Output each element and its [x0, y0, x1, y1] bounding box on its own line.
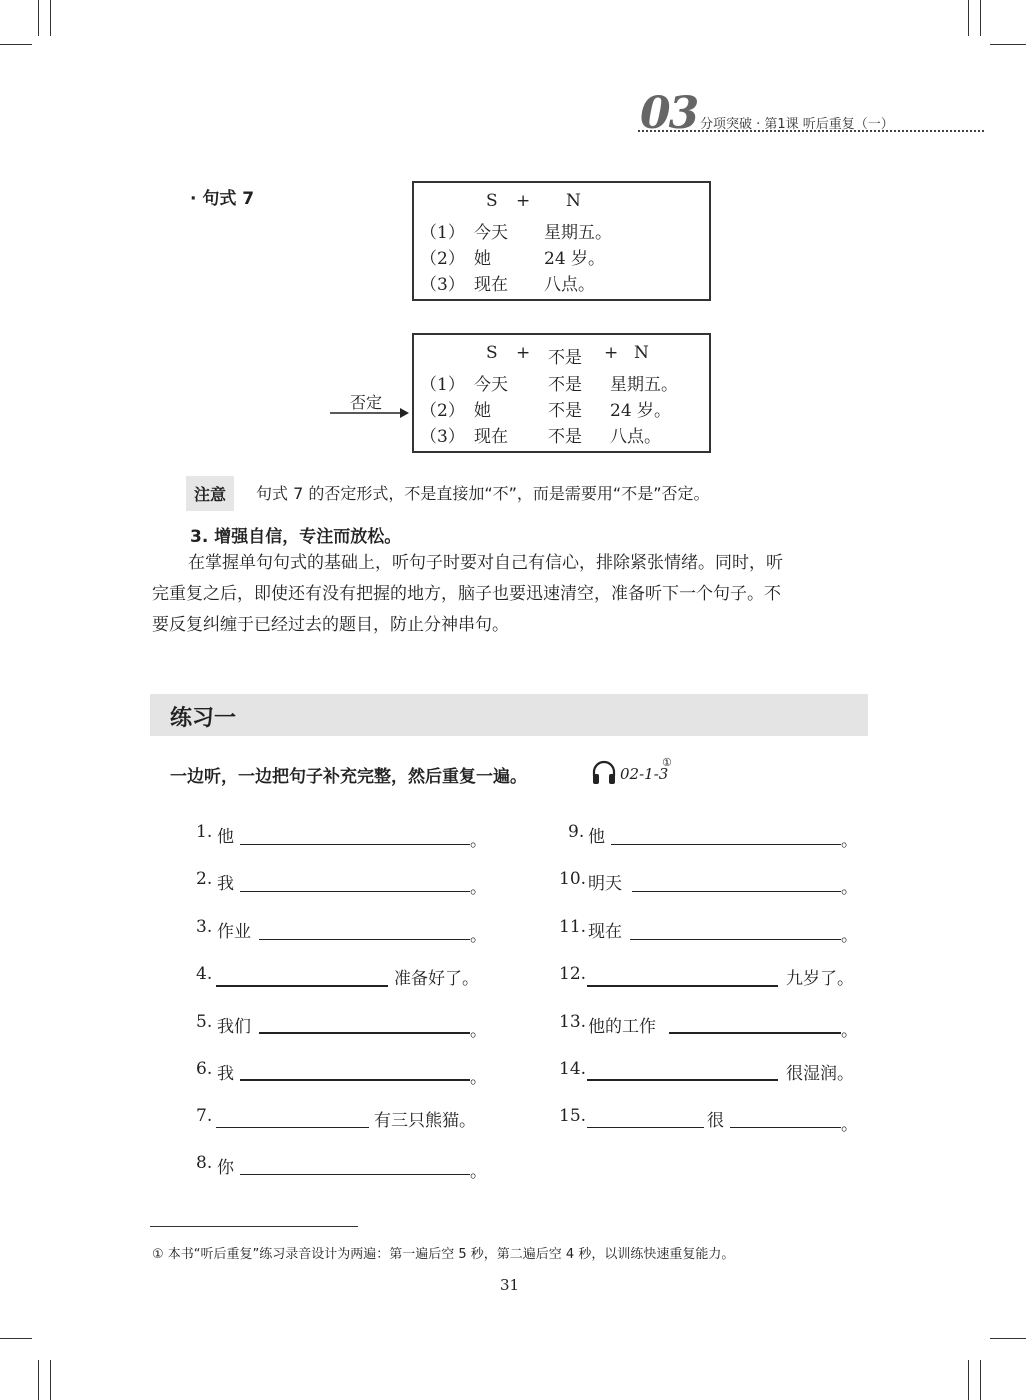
item-prefix: 我们 [217, 1017, 251, 1037]
note-tag: 注意 [186, 476, 234, 511]
row-noun: 24 岁。 [610, 401, 672, 421]
item-number: 1. [196, 822, 213, 842]
item-suffix: 很湿润。 [786, 1064, 854, 1084]
header-dotted-rule [638, 130, 984, 132]
pattern-label: · 句式 7 [190, 189, 255, 209]
item-prefix: 明天 [588, 874, 622, 894]
negation-arrow [330, 404, 410, 416]
tip-line: 在掌握单句句式的基础上，听句子时要对自己有信心，排除紧张情绪。同时，听 [188, 553, 783, 573]
negative-pattern-box [412, 333, 711, 453]
answer-blank[interactable] [587, 985, 778, 987]
row-noun: 星期五。 [610, 375, 678, 395]
item-number: 6. [196, 1059, 213, 1079]
answer-blank[interactable] [240, 891, 470, 892]
chapter-number: 03 [640, 88, 698, 139]
negation-label: 否定 [350, 393, 383, 412]
exercise-title: 练习一 [170, 706, 237, 731]
answer-blank[interactable] [630, 939, 841, 940]
item-number: 14. [559, 1059, 587, 1079]
row-subject: 今天 [474, 375, 508, 395]
page-number: 31 [500, 1276, 520, 1294]
row-num: （3） [420, 275, 465, 295]
item-number: 10. [559, 869, 587, 889]
answer-blank[interactable] [240, 1079, 470, 1081]
row-noun: 星期五。 [544, 223, 612, 243]
item-prefix: 现在 [588, 922, 622, 942]
answer-blank[interactable] [216, 1127, 369, 1128]
item-prefix: 作业 [217, 922, 251, 942]
note-text: 句式 7 的否定形式，不是直接加“不”，而是需要用“不是”否定。 [256, 484, 710, 503]
item-prefix: 我 [217, 1064, 234, 1084]
item-number: 8. [196, 1153, 213, 1173]
row-num: （2） [420, 249, 465, 269]
item-number: 4. [196, 964, 213, 984]
row-subject: 现在 [474, 275, 508, 295]
item-number: 2. [196, 869, 213, 889]
affirmative-pattern-box [412, 181, 711, 301]
heading-n: N [566, 191, 581, 211]
item-suffix: 。 [841, 1115, 858, 1135]
item-suffix: 。 [841, 831, 858, 851]
row-neg: 不是 [548, 401, 582, 421]
tip-heading: 3. 增强自信，专注而放松。 [190, 527, 402, 547]
item-suffix: 有三只熊猫。 [374, 1111, 476, 1131]
item-prefix: 他 [588, 827, 605, 847]
heading-bushi: 不是 [548, 348, 582, 368]
answer-blank[interactable] [611, 844, 841, 845]
row-num: （3） [420, 427, 465, 447]
answer-blank[interactable] [587, 1079, 778, 1081]
item-number: 12. [559, 964, 587, 984]
item-suffix: 。 [470, 878, 487, 898]
item-number: 11. [559, 917, 587, 937]
answer-blank[interactable] [259, 939, 470, 940]
footnote-rule [150, 1226, 358, 1227]
footnote-marker: ① [662, 756, 672, 769]
answer-blank[interactable] [632, 891, 841, 892]
item-middle: 很 [707, 1111, 724, 1131]
item-prefix: 我 [217, 874, 234, 894]
item-suffix: 。 [470, 1068, 487, 1088]
row-num: （1） [420, 375, 465, 395]
answer-blank[interactable] [587, 1127, 704, 1128]
item-suffix: 。 [470, 1021, 487, 1041]
item-suffix: 。 [841, 926, 858, 946]
item-suffix: 。 [470, 926, 487, 946]
item-suffix: 。 [841, 878, 858, 898]
item-number: 15. [559, 1106, 587, 1126]
heading-plus: + [516, 191, 531, 211]
tip-line: 要反复纠缠于已经过去的题目，防止分神串句。 [152, 615, 509, 635]
row-num: （1） [420, 223, 465, 243]
row-noun: 24 岁。 [544, 249, 606, 269]
item-prefix: 你 [217, 1158, 234, 1178]
item-suffix: 。 [841, 1021, 858, 1041]
heading-plus: + [604, 343, 619, 363]
answer-blank[interactable] [730, 1127, 841, 1128]
tip-line: 完重复之后，即使还有没有把握的地方，脑子也要迅速清空，准备听下一个句子。不 [152, 584, 781, 604]
row-num: （2） [420, 401, 465, 421]
item-number: 3. [196, 917, 213, 937]
heading-n: N [634, 343, 649, 363]
answer-blank[interactable] [240, 844, 470, 845]
running-header-title: 分项突破 · 第1课 听后重复（一） [700, 117, 894, 132]
heading-s: S [486, 191, 498, 211]
footnote-text: ① 本书“听后重复”练习录音设计为两遍：第一遍后空 5 秒，第二遍后空 4 秒，以训练快速重复能力。 [152, 1247, 735, 1262]
item-number: 13. [559, 1012, 587, 1032]
arrow-right-icon [330, 407, 410, 419]
item-number: 7. [196, 1106, 213, 1126]
answer-blank[interactable] [240, 1174, 470, 1175]
item-prefix: 他的工作 [588, 1017, 656, 1037]
item-suffix: 准备好了。 [394, 969, 479, 989]
row-subject: 她 [474, 401, 491, 421]
row-noun: 八点。 [544, 275, 595, 295]
item-suffix: 。 [470, 1162, 487, 1182]
exercise-header-bar [150, 694, 868, 736]
tip-paragraph [152, 548, 872, 641]
item-prefix: 他 [217, 827, 234, 847]
audio-track-code: 02-1-3 [620, 765, 669, 783]
row-neg: 不是 [548, 427, 582, 447]
heading-plus: + [516, 343, 531, 363]
item-suffix: 。 [470, 831, 487, 851]
item-number: 9. [568, 822, 585, 842]
item-suffix: 九岁了。 [786, 969, 854, 989]
row-subject: 她 [474, 249, 491, 269]
answer-blank[interactable] [216, 985, 388, 987]
heading-s: S [486, 343, 498, 363]
row-noun: 八点。 [610, 427, 661, 447]
answer-blank[interactable] [669, 1032, 841, 1034]
headphones-icon[interactable] [591, 759, 617, 785]
row-subject: 今天 [474, 223, 508, 243]
item-number: 5. [196, 1012, 213, 1032]
row-subject: 现在 [474, 427, 508, 447]
row-neg: 不是 [548, 375, 582, 395]
exercise-instruction: 一边听，一边把句子补充完整，然后重复一遍。 [170, 767, 527, 787]
answer-blank[interactable] [259, 1032, 470, 1034]
